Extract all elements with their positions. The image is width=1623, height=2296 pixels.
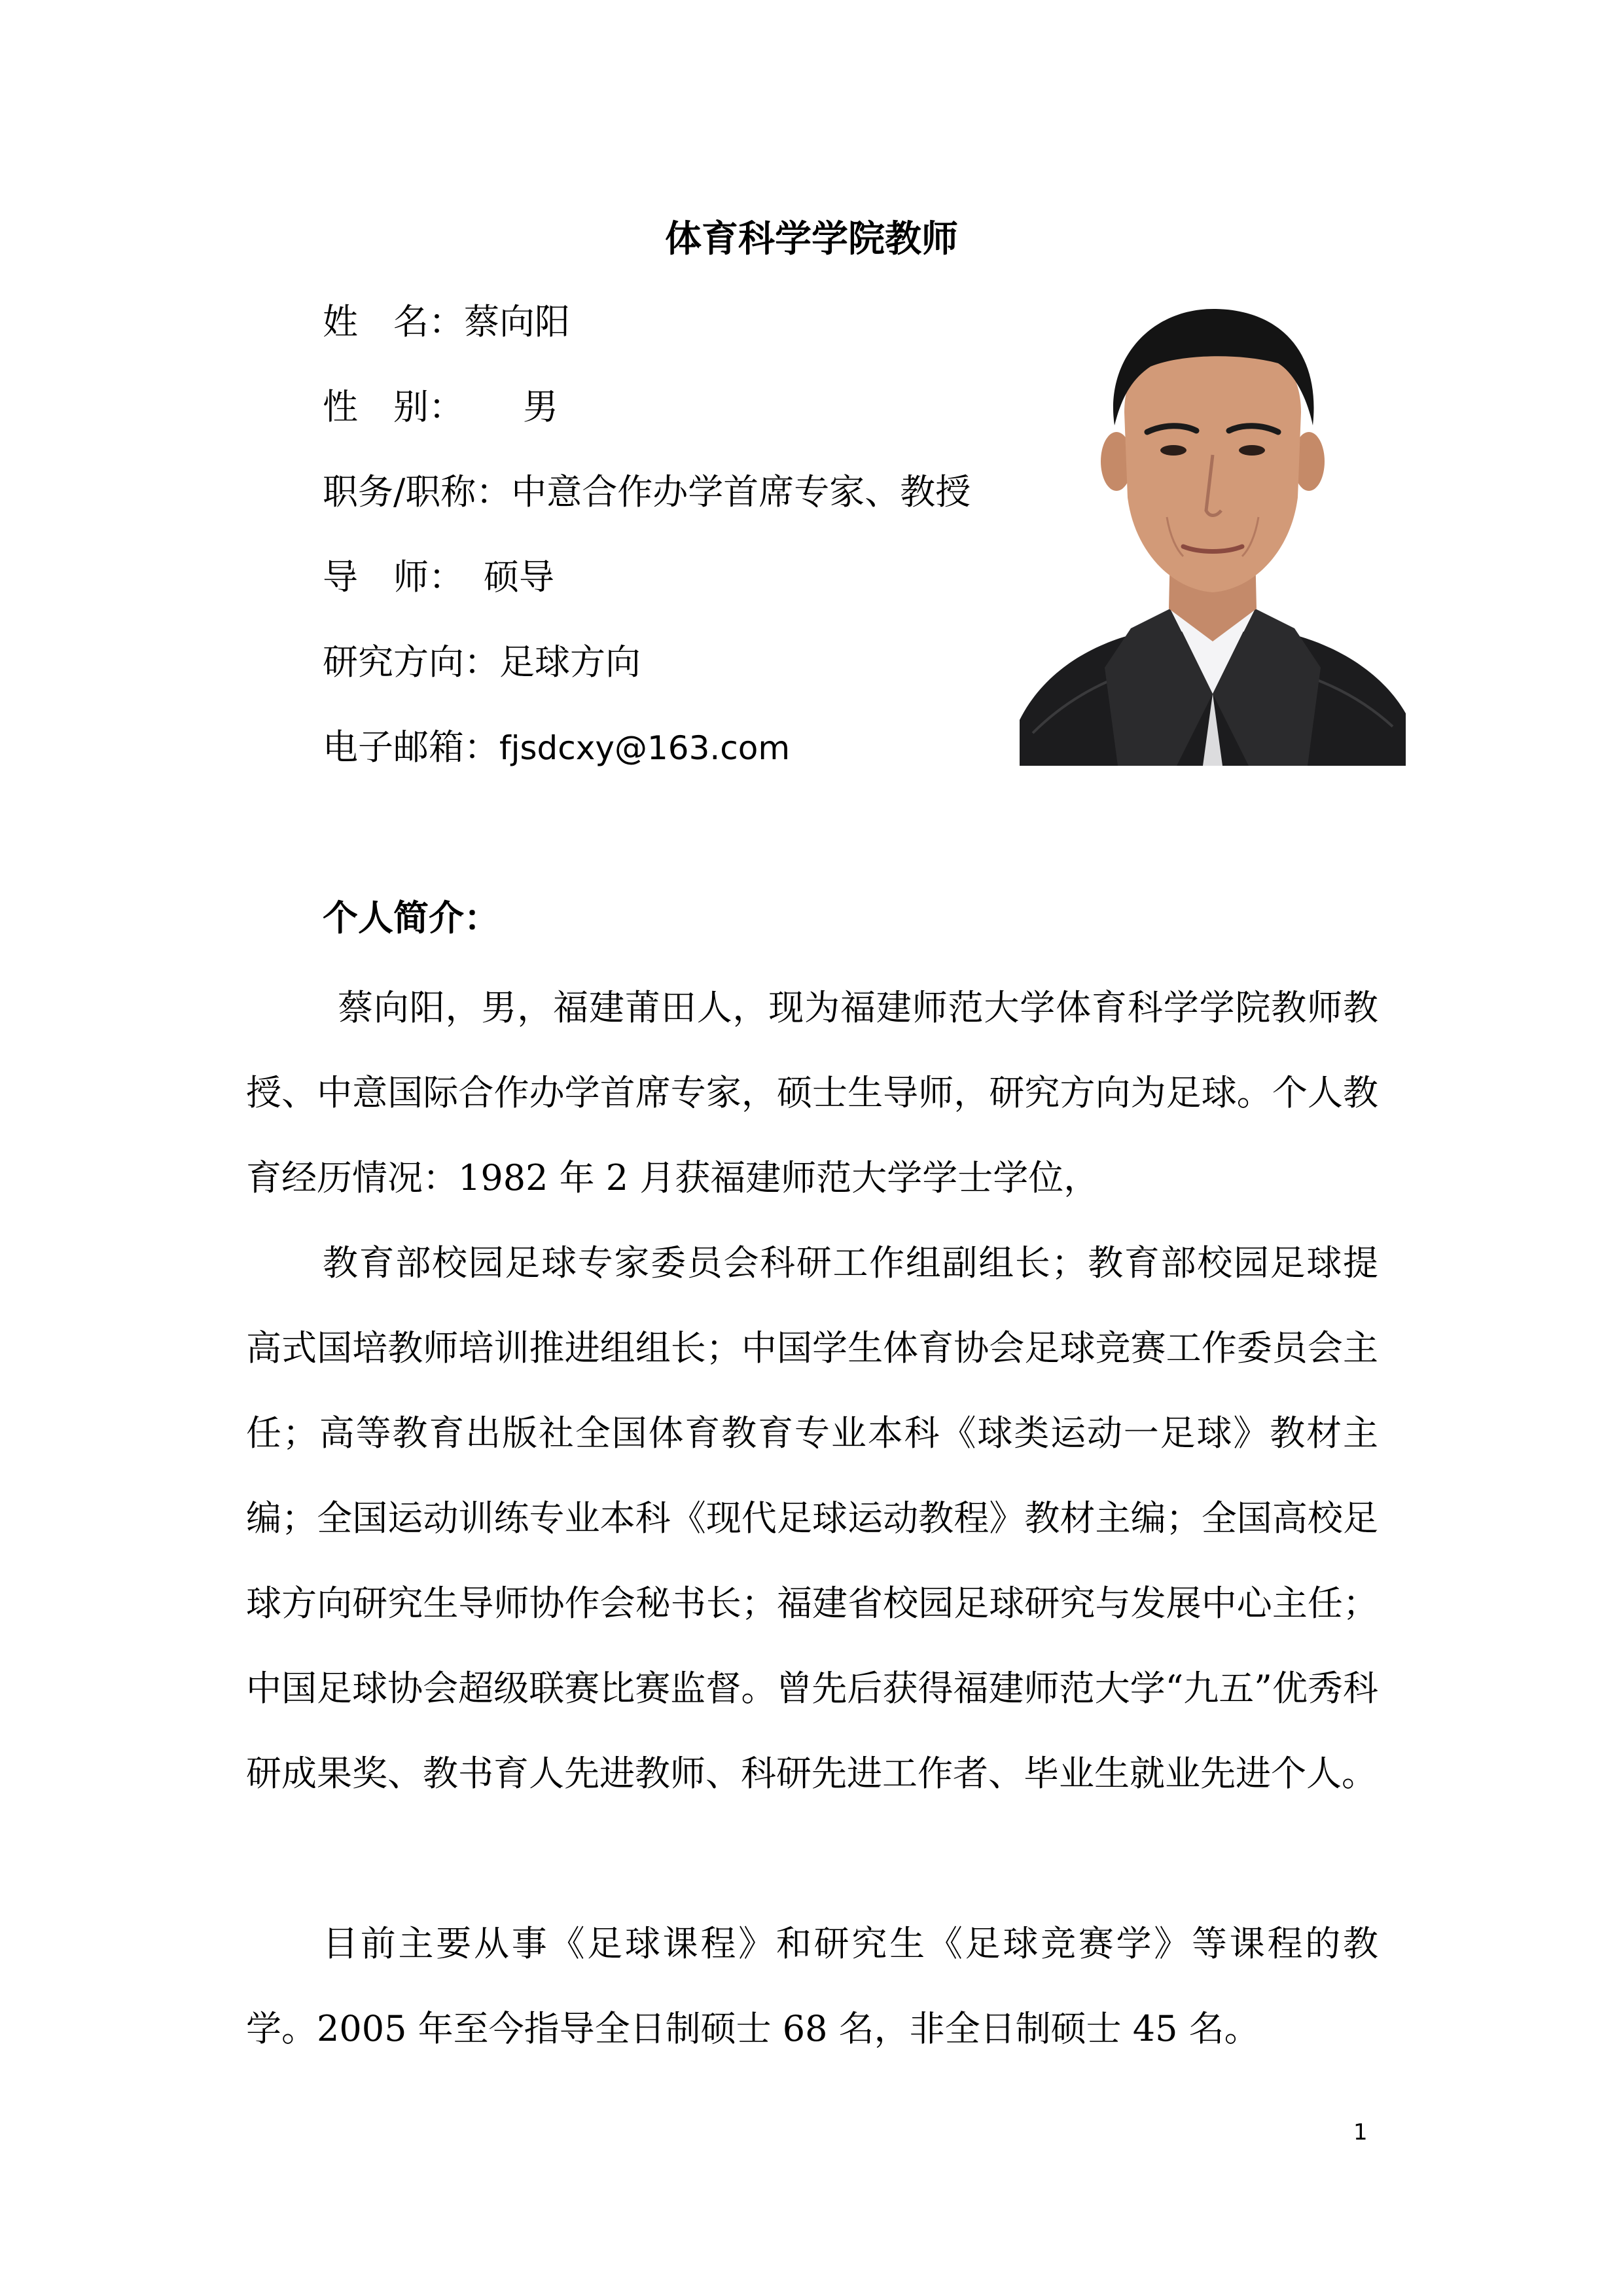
name-value: 蔡向阳 [464,301,570,342]
gender-label: 性 别： [323,386,464,427]
email-row [323,721,790,774]
position-label: 职务/职称： [323,471,512,512]
profile-photo [1020,301,1406,766]
gender-value: 男 [523,386,558,427]
supervisor-label: 导 师： [323,556,464,598]
gender-row [323,381,558,433]
research-label: 研究方向： [323,641,499,683]
supervisor-row [323,551,554,603]
supervisor-value: 硕导 [484,556,554,598]
bio-paragraph-2: 教育部校园足球专家委员会科研工作组副组长；教育部校园足球提高式国培教师培训推进组组长；中国学生体育协会足球竞赛工作委员会主任；高等教育出版社全国体育教育专业本科《球类运动一足球》教材主编；全国运动训练专业本科《现代足球运动教程》教材主编；全国高校足球方向研究生导师协作会秘书长；福建省校园足球研究与发展中心主任；中国足球协会超级联赛比赛监督。曾先后获得福建师范大学“九五”优秀科研成果奖、教书育人先进教师、科研先进工作者、毕业生就业先进个人。 [246,1242,1378,1794]
research-row [323,636,641,689]
email-value: fjsdcxy@163.com [499,729,791,767]
bio-paragraph-1: 蔡向阳，男，福建莆田人，现为福建师范大学体育科学学院教师教授、中意国际合作办学首席专家，硕士生导师，研究方向为足球。个人教育经历情况：1982 年 2 月获福建师范大学学士学位， [246,987,1378,1198]
name-label: 姓 名： [323,301,464,342]
position-row [323,466,971,518]
bio-paragraph-3: 目前主要从事《足球课程》和研究生《足球竞赛学》等课程的教学。2005 年至今指导全日制硕士 68 名，非全日制硕士 45 名。 [246,1923,1378,2049]
bio-heading: 个人简介： [323,897,499,939]
research-value: 足球方向 [499,641,641,683]
email-label: 电子邮箱： [323,726,499,768]
page-number: 1 [1353,2119,1368,2145]
document-title: 体育科学学院教师 [665,217,958,260]
name-row [323,296,570,348]
position-value: 中意合作办学首席专家、教授 [511,471,971,512]
portrait-illustration [1020,301,1406,766]
